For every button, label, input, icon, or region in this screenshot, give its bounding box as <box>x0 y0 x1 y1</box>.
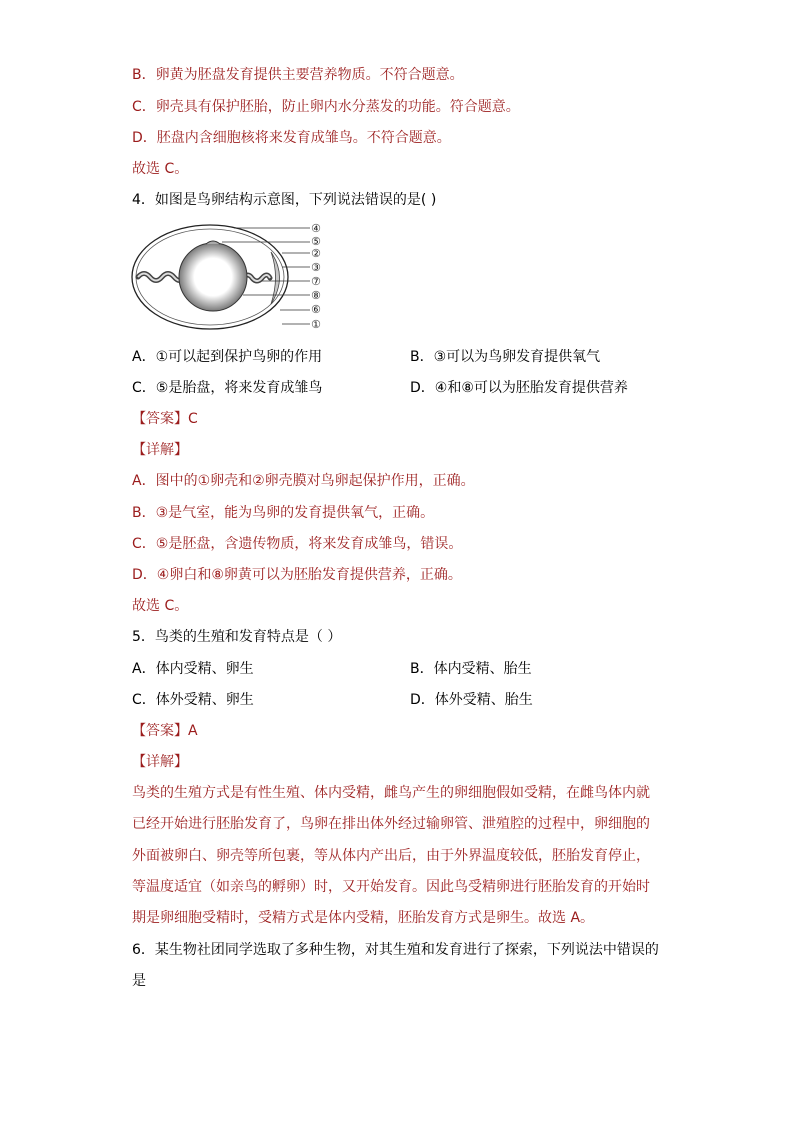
q4-answer: 【答案】C <box>132 411 198 427</box>
q5-answer: 【答案】A <box>132 723 198 739</box>
q4-explanation-d: D．④卵白和⑧卵黄可以为胚胎发育提供营养，正确。 <box>132 567 462 583</box>
prev-explanation-d: D．胚盘内含细胞核将来发育成雏鸟。不符合题意。 <box>132 130 451 146</box>
q4-option-c: C．⑤是胎盘，将来发育成雏鸟 <box>132 380 323 396</box>
q4-explanation-a: A．图中的①卵壳和②卵壳膜对鸟卵起保护作用，正确。 <box>132 473 475 489</box>
figure-label-3: ③ <box>311 261 321 274</box>
q6-stem: 6．某生物社团同学选取了多种生物，对其生殖和发育进行了探索，下列说法中错误的 <box>132 942 659 958</box>
figure-label-2: ② <box>311 247 321 260</box>
figure-label-5: ⑤ <box>311 235 321 248</box>
q5-explanation-line: 期是卵细胞受精时，受精方式是体内受精，胚胎发育方式是卵生。故选 A。 <box>132 910 595 926</box>
q4-explanation-c: C．⑤是胚盘，含遗传物质，将来发育成雏鸟，错误。 <box>132 536 463 552</box>
yolk-center <box>197 261 229 293</box>
q5-explanation-line: 鸟类的生殖方式是有性生殖、体内受精，雌鸟产生的卵细胞假如受精，在雌鸟体内就 <box>132 785 650 801</box>
q4-option-b: B．③可以为鸟卵发育提供氧气 <box>410 349 601 365</box>
egg-structure-figure <box>130 222 330 334</box>
q4-stem: 4．如图是鸟卵结构示意图，下列说法错误的是( ) <box>132 192 437 208</box>
q6-stem-continued: 是 <box>132 973 146 989</box>
prev-conclusion: 故选 C。 <box>132 161 189 177</box>
q4-detail-title: 【详解】 <box>132 442 188 458</box>
q4-option-a: A．①可以起到保护鸟卵的作用 <box>132 349 323 365</box>
q5-option-b: B．体内受精、胎生 <box>410 661 532 677</box>
prev-explanation-c: C．卵壳具有保护胚胎，防止卵内水分蒸发的功能。符合题意。 <box>132 99 520 115</box>
figure-label-1: ① <box>311 318 321 331</box>
q5-option-c: C．体外受精、卵生 <box>132 692 254 708</box>
figure-label-8: ⑧ <box>311 289 321 302</box>
q5-option-d: D．体外受精、胎生 <box>410 692 533 708</box>
q4-explanation-b: B．③是气室，能为鸟卵的发育提供氧气，正确。 <box>132 505 435 521</box>
q5-explanation-line: 外面被卵白、卵壳等所包裹，等从体内产出后，由于外界温度较低，胚胎发育停止， <box>132 848 650 864</box>
figure-label-4: ④ <box>311 222 321 235</box>
q5-stem: 5．鸟类的生殖和发育特点是（ ） <box>132 629 342 645</box>
q5-explanation-line: 等温度适宜（如亲鸟的孵卵）时，又开始发育。因此鸟受精卵进行胚胎发育的开始时 <box>132 879 650 895</box>
q5-option-a: A．体内受精、卵生 <box>132 661 254 677</box>
q5-detail-title: 【详解】 <box>132 754 188 770</box>
q4-option-d: D．④和⑧可以为胚胎发育提供营养 <box>410 380 628 396</box>
figure-label-6: ⑥ <box>311 303 321 316</box>
prev-explanation-b: B．卵黄为胚盘发育提供主要营养物质。不符合题意。 <box>132 67 464 83</box>
q4-conclusion: 故选 C。 <box>132 598 189 614</box>
figure-label-7: ⑦ <box>311 275 321 288</box>
q5-explanation-line: 已经开始进行胚胎发育了，鸟卵在排出体外经过输卵管、泄殖腔的过程中，卵细胞的 <box>132 816 650 832</box>
